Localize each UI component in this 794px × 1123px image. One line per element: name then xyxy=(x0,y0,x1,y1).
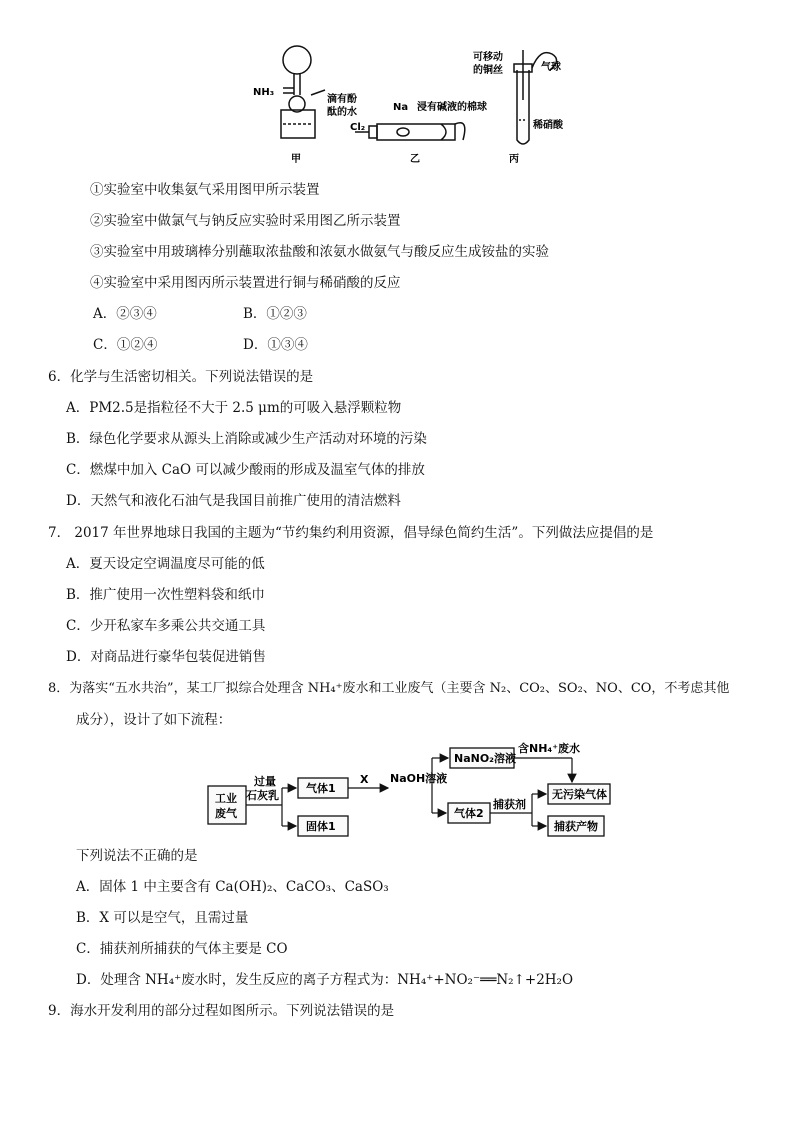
gas2-label: 气体2 xyxy=(454,807,484,820)
na-label: Na xyxy=(393,102,409,113)
q5-option-d: D．①③④ xyxy=(243,337,308,353)
q8-option-a: A．固体 1 中主要含有 Ca(OH)₂、CaCO₃、CaSO₃ xyxy=(76,879,389,895)
q6-option-a: A．PM2.5是指粒径不大于 2.5 μm的可吸入悬浮颗粒物 xyxy=(66,400,402,416)
q9-stem: 9．海水开发利用的部分过程如图所示。下列说法错误的是 xyxy=(48,1003,395,1019)
cl2-label: Cl₂ xyxy=(350,122,366,133)
apparatus-jia xyxy=(281,46,325,138)
phenol-water-label-1: 滴有酚 xyxy=(327,94,357,105)
nh4-water-label: 含NH₄⁺废水 xyxy=(518,742,581,755)
caption-yi: 乙 xyxy=(410,154,420,165)
gas1-label: 气体1 xyxy=(306,782,336,795)
q8-option-c: C．捕获剂所捕获的气体主要是 CO xyxy=(76,941,288,957)
q6-option-d: D．天然气和液化石油气是我国目前推广使用的清洁燃料 xyxy=(66,493,401,509)
cotton-label: 浸有碱液的棉球 xyxy=(417,102,487,113)
copper-wire-label-1: 可移动 xyxy=(473,52,503,63)
q5-option-c: C．①②④ xyxy=(93,337,158,353)
q7-option-b: B．推广使用一次性塑料袋和纸巾 xyxy=(66,587,265,603)
waste-gas-label-1: 工业 xyxy=(215,792,237,805)
lime-label-1: 过量 xyxy=(254,775,276,788)
q5-statement-1: ①实验室中收集氨气采用图甲所示装置 xyxy=(90,182,320,198)
apparatus-figure xyxy=(245,40,575,170)
caption-bing: 丙 xyxy=(509,154,519,165)
process-flow-diagram xyxy=(200,736,620,846)
q5-statement-4: ④实验室中采用图丙所示装置进行铜与稀硝酸的反应 xyxy=(90,275,401,291)
q8-stem-line-1: 8．为落实“五水共治”，某工厂拟综合处理含 NH₄⁺废水和工业废气（主要含 N₂、CO₂、SO₂、NO、CO，不考虑其他 xyxy=(48,681,730,696)
waste-gas-label-2: 废气 xyxy=(215,807,237,820)
q6-option-c: C．燃煤中加入 CaO 可以减少酸雨的形成及温室气体的排放 xyxy=(66,462,425,478)
q7-stem: 7． 2017 年世界地球日我国的主题为“节约集约利用资源，倡导绿色简约生活”。下列做法应提倡的是 xyxy=(48,525,654,541)
q8-sub-stem: 下列说法不正确的是 xyxy=(76,848,198,864)
copper-wire-label-2: 的铜丝 xyxy=(473,65,503,76)
q5-statement-3: ③实验室中用玻璃棒分别蘸取浓盐酸和浓氨水做氨气与酸反应生成铵盐的实验 xyxy=(90,244,549,260)
dilute-acid-label: 稀硝酸 xyxy=(533,120,563,131)
q5-option-a: A．②③④ xyxy=(93,306,157,322)
q5-statement-2: ②实验室中做氯气与钠反应实验时采用图乙所示装置 xyxy=(90,213,401,229)
clean-gas-label: 无污染气体 xyxy=(552,788,607,801)
q7-option-d: D．对商品进行豪华包装促进销售 xyxy=(66,649,266,665)
q7-option-a: A．夏天设定空调温度尽可能的低 xyxy=(66,556,265,572)
q6-stem: 6．化学与生活密切相关。下列说法错误的是 xyxy=(48,369,314,385)
lime-label-2: 石灰乳 xyxy=(246,789,279,802)
catcher-label: 捕获剂 xyxy=(493,798,526,811)
caption-jia: 甲 xyxy=(291,154,301,165)
q8-option-d: D．处理含 NH₄⁺废水时，发生反应的离子方程式为：NH₄⁺+NO₂⁻══N₂↑+2H₂O xyxy=(76,972,574,988)
solid1-label: 固体1 xyxy=(306,820,336,833)
naoh-label: NaOH溶液 xyxy=(390,772,448,785)
q8-option-b: B．X 可以是空气，且需过量 xyxy=(76,910,249,926)
apparatus-yi xyxy=(355,123,465,140)
balloon-label: 气球 xyxy=(541,62,561,73)
q8-stem-line-2: 成分），设计了如下流程： xyxy=(76,712,232,728)
nano2-label: NaNO₂溶液 xyxy=(454,752,517,765)
x-label: X xyxy=(360,773,369,786)
product-label: 捕获产物 xyxy=(554,820,598,833)
q5-option-b: B．①②③ xyxy=(243,306,307,322)
phenol-water-label-2: 酞的水 xyxy=(327,107,357,118)
q6-option-b: B．绿色化学要求从源头上消除或减少生产活动对环境的污染 xyxy=(66,431,427,447)
nh3-label: NH₃ xyxy=(253,87,275,98)
q7-option-c: C．少开私家车多乘公共交通工具 xyxy=(66,618,266,634)
